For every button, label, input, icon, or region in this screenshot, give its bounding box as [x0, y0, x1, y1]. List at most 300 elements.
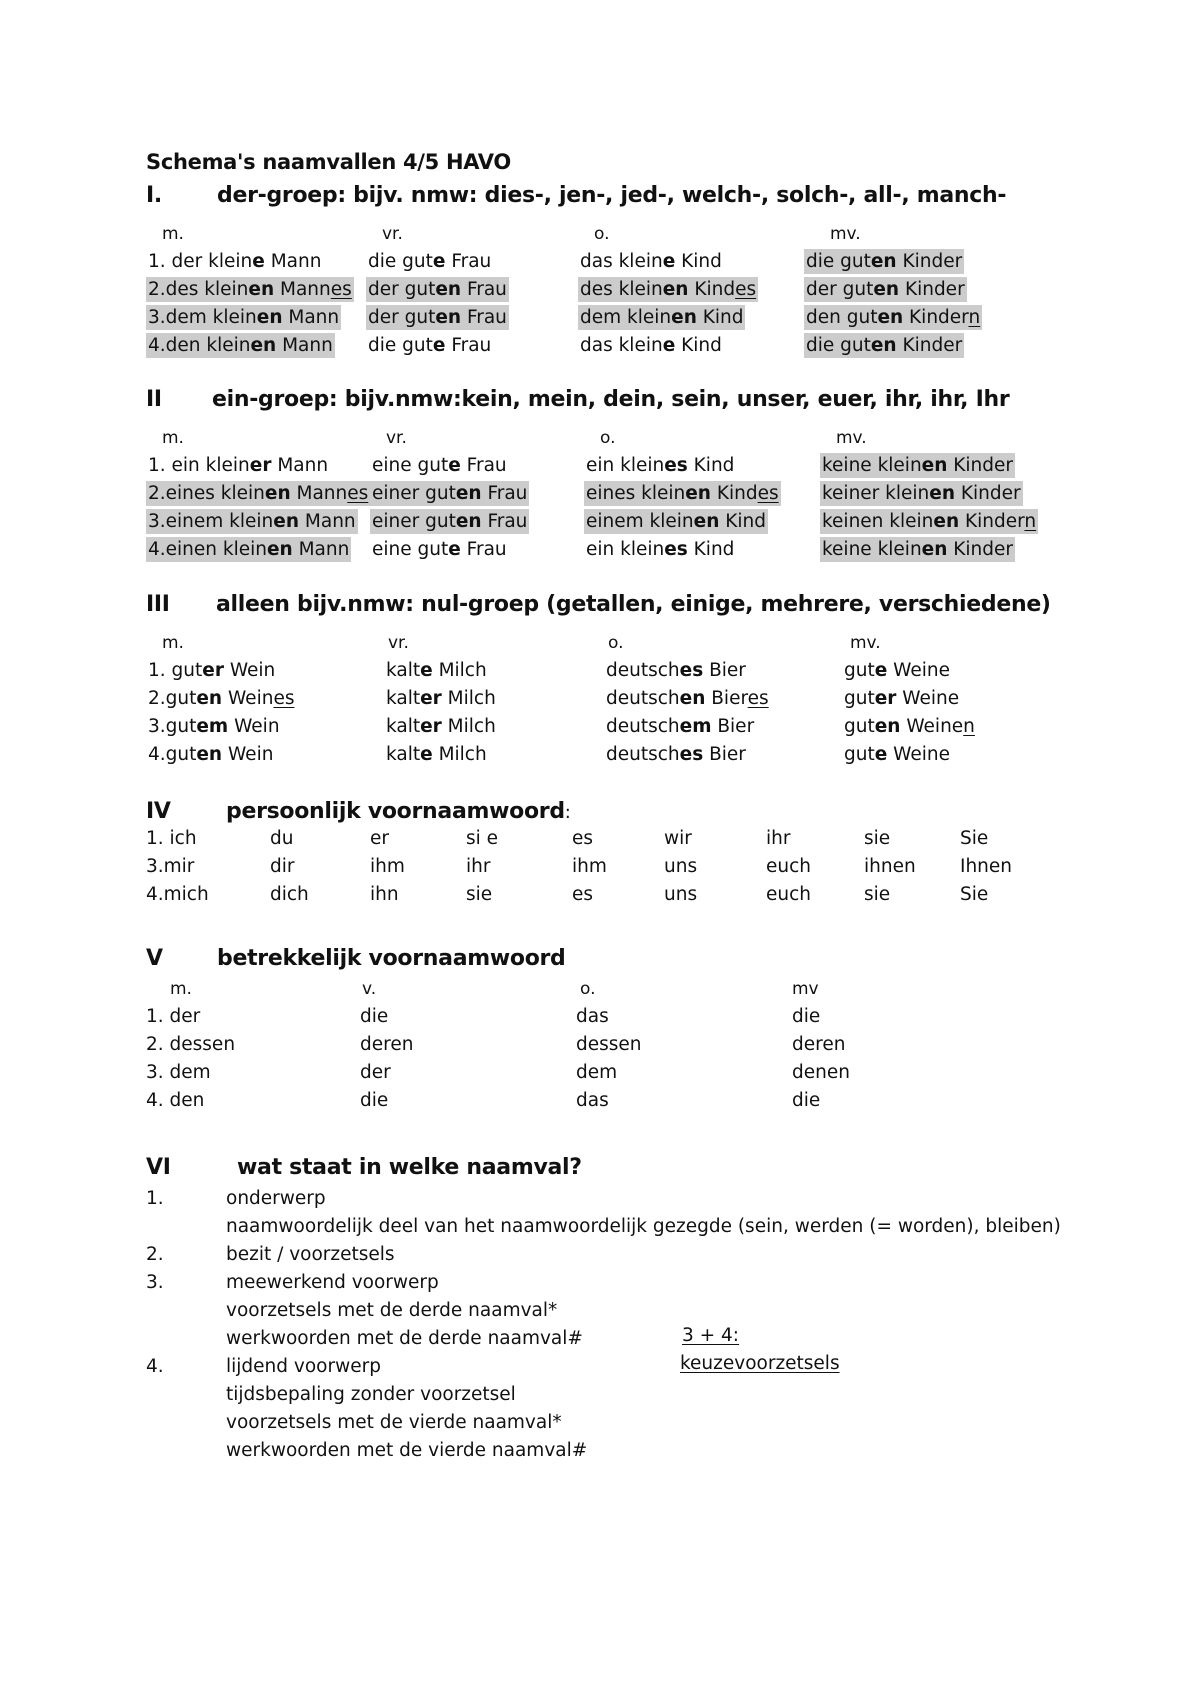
cell-text	[584, 453, 736, 478]
cell-stem: einer gut	[372, 511, 456, 532]
s4-cell: es	[572, 828, 594, 849]
s5-cell: die	[792, 1006, 821, 1027]
s2-cell	[820, 453, 1015, 479]
s6-item-text: werkwoorden met de derde naamval#	[226, 1328, 583, 1349]
cell-ending: en	[455, 483, 482, 504]
s6-item-number: 1.	[146, 1188, 164, 1209]
cell-stem: deutsch	[606, 688, 680, 709]
cell-ending: es	[664, 455, 688, 476]
s1-cell	[366, 305, 509, 331]
s5-cell: denen	[792, 1062, 850, 1083]
cell-text	[820, 537, 1015, 562]
s4-cell: dich	[270, 884, 309, 905]
s6-item-text: meewerkend voorwerp	[226, 1272, 439, 1293]
cell-ending: em	[196, 716, 229, 737]
s6-item-number: 2.	[146, 1244, 164, 1265]
cell-noun: Kinder	[903, 307, 969, 328]
cell-ending: er	[420, 716, 442, 737]
cell-text	[146, 453, 330, 478]
cell-stem: 3.einem klein	[148, 511, 274, 532]
cell-text	[370, 509, 529, 534]
cell-ending: en	[873, 279, 900, 300]
cell-case-suffix: n	[1024, 511, 1037, 532]
s4-cell: er	[370, 828, 389, 849]
s3-cell	[384, 658, 489, 684]
s4-cell: Sie	[960, 884, 989, 905]
s1-cell	[578, 333, 724, 359]
s6-item-text: naamwoordelijk deel van het naamwoordelijk gezegde (sein, werden (= worden), bleiben)	[226, 1216, 1061, 1237]
s2-cell	[584, 509, 768, 535]
s3-cell	[604, 714, 756, 740]
s1-cell	[804, 305, 982, 331]
s4-cell: Sie	[960, 828, 989, 849]
s4-cell: si e	[466, 828, 499, 849]
section-5-number: V	[146, 946, 163, 971]
cell-noun: Milch	[441, 688, 496, 709]
cell-noun: Weine	[896, 688, 960, 709]
s3-cell	[146, 686, 296, 712]
s5-cell: 4. den	[146, 1090, 205, 1111]
s1-col-header: m.	[162, 224, 184, 244]
cell-noun: Kind	[675, 251, 722, 272]
cell-ending: en	[921, 455, 948, 476]
cell-stem: 1. gut	[148, 660, 203, 681]
cell-ending: er	[420, 688, 442, 709]
cell-noun: Mann	[276, 335, 333, 356]
cell-ending: en	[929, 483, 955, 504]
s2-cell	[820, 537, 1015, 563]
s1-cell	[146, 305, 341, 331]
cell-stem: der gut	[368, 307, 436, 328]
cell-stem: gut	[844, 688, 875, 709]
cell-ending: en	[256, 307, 283, 328]
cell-ending: e	[252, 251, 265, 272]
cell-ending: e	[448, 455, 461, 476]
s2-cell	[146, 509, 358, 535]
s2-cell	[584, 537, 736, 563]
cell-ending: e	[448, 539, 461, 560]
cell-text	[578, 333, 724, 358]
cell-noun: Mann	[290, 483, 348, 504]
s5-col-header: mv	[792, 979, 819, 999]
cell-text	[804, 305, 982, 330]
s4-cell: 1. ich	[146, 828, 197, 849]
cell-text	[578, 277, 758, 302]
cell-stem: 4.einen klein	[148, 539, 267, 560]
cell-ending: en	[874, 716, 901, 737]
s6-item-text: voorzetsels met de vierde naamval*	[226, 1412, 562, 1433]
cell-stem: einem klein	[586, 511, 694, 532]
cell-noun: Wein	[222, 744, 274, 765]
cell-text	[146, 714, 282, 739]
cell-text	[370, 453, 509, 478]
cell-text	[820, 453, 1015, 478]
s3-cell	[384, 742, 489, 768]
s5-col-header: o.	[580, 979, 596, 999]
cell-text	[584, 481, 781, 506]
cell-noun: Frau	[481, 483, 528, 504]
cell-ending: er	[249, 455, 272, 476]
cell-stem: eine gut	[372, 455, 449, 476]
s6-item-text: voorzetsels met de derde naamval*	[226, 1300, 558, 1321]
cell-stem: 3.dem klein	[148, 307, 257, 328]
cell-ending: es	[679, 660, 704, 681]
cell-text	[146, 277, 354, 302]
section-5-heading: betrekkelijk voornaamwoord	[217, 946, 566, 971]
cell-text	[604, 686, 771, 711]
cell-ending: e	[432, 335, 446, 356]
cell-text	[842, 658, 952, 683]
cell-noun: Bier	[703, 660, 746, 681]
cell-stem: deutsch	[606, 660, 680, 681]
s2-cell	[146, 453, 330, 479]
cell-noun: Frau	[461, 307, 507, 328]
cell-stem: gut	[844, 716, 875, 737]
s2-cell	[370, 481, 529, 507]
s4-cell: sie	[864, 828, 891, 849]
cell-ending: en	[933, 511, 960, 532]
cell-ending: er	[202, 660, 224, 681]
cell-noun: Mann	[274, 279, 331, 300]
s6-item-number: 3.	[146, 1272, 164, 1293]
s2-col-header: vr.	[386, 428, 407, 448]
cell-noun: Kinder	[947, 539, 1013, 560]
s2-cell	[820, 481, 1023, 507]
s3-col-header: m.	[162, 633, 184, 653]
cell-noun: Frau	[460, 455, 507, 476]
cell-stem: die gut	[806, 251, 871, 272]
cell-noun: Kinder	[896, 335, 963, 356]
s5-cell: dem	[576, 1062, 618, 1083]
cell-ending: en	[250, 335, 277, 356]
cell-noun: Weine	[887, 660, 951, 681]
cell-noun: Kinder	[959, 511, 1025, 532]
cell-text	[146, 742, 275, 767]
cell-stem: keiner klein	[822, 483, 930, 504]
cell-text	[146, 686, 296, 711]
cell-noun: Frau	[461, 279, 507, 300]
cell-noun: Frau	[445, 335, 492, 356]
cell-ending: en	[455, 511, 482, 532]
s2-cell	[820, 509, 1038, 535]
s6-item-text: onderwerp	[226, 1188, 326, 1209]
cell-ending: en	[877, 307, 904, 328]
s2-cell	[370, 453, 509, 479]
cell-noun: Mann	[271, 455, 329, 476]
cell-stem: 4.den klein	[148, 335, 251, 356]
cell-case-suffix: n	[963, 716, 975, 737]
cell-stem: dem klein	[580, 307, 672, 328]
cell-ending: e	[874, 744, 888, 765]
cell-ending: es	[664, 539, 688, 560]
cell-case-suffix: es	[347, 483, 369, 504]
cell-stem: deutsch	[606, 744, 680, 765]
cell-text	[366, 333, 493, 358]
cell-ending: en	[273, 511, 300, 532]
cell-text	[384, 742, 489, 767]
cell-stem: keine klein	[822, 539, 922, 560]
section-4-number: IV	[146, 799, 171, 824]
s3-cell	[146, 658, 277, 684]
cell-text	[370, 537, 509, 562]
cell-text	[384, 686, 498, 711]
cell-ending: en	[679, 688, 706, 709]
cell-noun: Milch	[432, 660, 487, 681]
cell-case-suffix: es	[330, 279, 352, 300]
cell-stem: 2.des klein	[148, 279, 249, 300]
cell-stem: die gut	[806, 335, 871, 356]
cell-text	[578, 305, 745, 330]
s5-cell: 2. dessen	[146, 1034, 236, 1055]
section-3-number: III	[146, 592, 170, 617]
section-3-heading: alleen bijv.nmw: nul-groep (getallen, einige, mehrere, verschiedene)	[216, 592, 1051, 617]
cell-noun: Weine	[887, 744, 951, 765]
section-6-heading: wat staat in welke naamval?	[237, 1155, 582, 1180]
cell-text	[146, 305, 341, 330]
s2-cell	[584, 481, 781, 507]
cell-ending: es	[679, 744, 704, 765]
s1-cell	[804, 249, 964, 275]
s6-item-text: tijdsbepaling zonder voorzetsel	[226, 1384, 516, 1405]
cell-text	[366, 249, 493, 274]
s1-cell	[366, 277, 509, 303]
cell-ending: en	[685, 483, 711, 504]
cell-noun: Kind	[688, 279, 736, 300]
cell-stem: kalt	[386, 688, 421, 709]
cell-ending: en	[662, 279, 689, 300]
cell-noun: Weine	[900, 716, 964, 737]
s4-cell: uns	[664, 884, 698, 905]
cell-ending: en	[435, 307, 462, 328]
s2-col-header: m.	[162, 428, 184, 448]
cell-ending: en	[693, 511, 720, 532]
cell-stem: eine gut	[372, 539, 449, 560]
cell-noun: Kind	[675, 335, 722, 356]
cell-ending: e	[420, 660, 433, 681]
cell-stem: einer gut	[372, 483, 456, 504]
s1-cell	[146, 249, 323, 275]
s1-cell	[804, 333, 964, 359]
cell-text	[820, 481, 1023, 506]
cell-stem: das klein	[580, 335, 663, 356]
s3-cell	[146, 742, 275, 768]
cell-stem: den gut	[806, 307, 878, 328]
cell-stem: keine klein	[822, 455, 922, 476]
s4-cell: wir	[664, 828, 692, 849]
cell-stem: die gut	[368, 335, 433, 356]
cell-ending: en	[671, 307, 697, 328]
s4-cell: dir	[270, 856, 295, 877]
s4-cell: ihm	[572, 856, 607, 877]
cell-text	[146, 509, 358, 534]
section-2-heading: ein-groep: bijv.nmw:kein, mein, dein, sein, unser, euer, ihr, ihr, Ihr	[212, 387, 1010, 412]
cell-text	[804, 333, 964, 358]
s2-cell	[370, 509, 529, 535]
cell-noun: Kinder	[955, 483, 1021, 504]
cell-noun: Kind	[710, 483, 758, 504]
cell-noun: Mann	[292, 539, 350, 560]
s5-cell: deren	[360, 1034, 414, 1055]
s3-cell	[604, 658, 748, 684]
s6-item-text: werkwoorden met de vierde naamval#	[226, 1440, 588, 1461]
cell-stem: 2.eines klein	[148, 483, 265, 504]
cell-case-suffix: es	[273, 688, 295, 709]
s5-col-header: v.	[362, 979, 377, 999]
s2-cell	[370, 537, 509, 563]
cell-text	[146, 249, 323, 274]
s5-cell: das	[576, 1006, 609, 1027]
s4-cell: sie	[466, 884, 493, 905]
cell-ending: er	[874, 688, 897, 709]
s4-cell: es	[572, 884, 594, 905]
s5-cell: 1. der	[146, 1006, 201, 1027]
s2-cell	[146, 537, 351, 563]
cell-stem: gut	[844, 660, 875, 681]
cell-stem: 1. ein klein	[148, 455, 250, 476]
s3-col-header: o.	[608, 633, 624, 653]
cell-text	[366, 305, 509, 330]
s3-cell	[842, 686, 961, 712]
cell-noun: Kind	[687, 539, 735, 560]
s6-item-text: lijdend voorwerp	[226, 1356, 381, 1377]
section-2-number: II	[146, 387, 162, 412]
s6-item-number: 4.	[146, 1356, 164, 1377]
s3-cell	[842, 742, 952, 768]
s3-cell	[384, 714, 498, 740]
cell-stem: der gut	[368, 279, 436, 300]
cell-ending: en	[264, 483, 291, 504]
s4-cell: euch	[766, 884, 812, 905]
s4-cell: ihnen	[864, 856, 916, 877]
s4-cell: euch	[766, 856, 812, 877]
cell-text	[384, 714, 498, 739]
cell-noun: Mann	[299, 511, 356, 532]
cell-text	[146, 658, 277, 683]
cell-noun: Wein	[228, 716, 280, 737]
cell-stem: der gut	[806, 279, 874, 300]
s3-col-header: mv.	[850, 633, 881, 653]
s1-col-header: mv.	[830, 224, 861, 244]
s5-cell: die	[792, 1090, 821, 1111]
cell-case-suffix: es	[757, 483, 779, 504]
cell-ending: en	[435, 279, 462, 300]
cell-text	[804, 277, 967, 302]
cell-ending: en	[870, 335, 897, 356]
s5-cell: deren	[792, 1034, 846, 1055]
cell-text	[820, 509, 1038, 534]
cell-noun: Bier	[703, 744, 746, 765]
s5-cell: die	[360, 1090, 389, 1111]
s4-cell: uns	[664, 856, 698, 877]
cell-stem: ein klein	[586, 455, 665, 476]
cell-ending: en	[196, 688, 223, 709]
s1-cell	[804, 277, 967, 303]
cell-text	[584, 537, 736, 562]
cell-noun: Frau	[481, 511, 528, 532]
cell-noun: Milch	[441, 716, 496, 737]
cell-text	[584, 509, 768, 534]
cell-text	[842, 686, 961, 711]
cell-ending: e	[420, 744, 433, 765]
cell-ending: em	[679, 716, 712, 737]
cell-text	[146, 481, 370, 506]
s1-cell	[366, 249, 493, 275]
cell-ending: en	[267, 539, 293, 560]
cell-text	[370, 481, 529, 506]
note-3-plus-4: 3 + 4:	[682, 1325, 740, 1346]
cell-case-suffix: es	[735, 279, 757, 300]
cell-noun: Wein	[222, 688, 274, 709]
cell-stem: keinen klein	[822, 511, 934, 532]
cell-noun: Kind	[719, 511, 766, 532]
cell-stem: das klein	[580, 251, 663, 272]
cell-ending: e	[432, 251, 446, 272]
cell-ending: en	[921, 539, 948, 560]
cell-stem: gut	[844, 744, 875, 765]
cell-noun: Mann	[282, 307, 340, 328]
cell-stem: 1. der klein	[148, 251, 253, 272]
cell-text	[804, 249, 964, 274]
s5-col-header: m.	[170, 979, 192, 999]
s2-cell	[584, 453, 736, 479]
s3-cell	[384, 686, 498, 712]
s4-cell: 4.mich	[146, 884, 209, 905]
s4-cell: 3.mir	[146, 856, 195, 877]
cell-ending: en	[248, 279, 275, 300]
cell-noun: Kinder	[896, 251, 963, 272]
cell-stem: 2.gut	[148, 688, 197, 709]
cell-stem: deutsch	[606, 716, 680, 737]
s1-col-header: vr.	[382, 224, 403, 244]
s4-cell: du	[270, 828, 294, 849]
cell-text	[146, 537, 351, 562]
section-1-heading: der-groep: bijv. nmw: dies-, jen-, jed-, welch-, solch-, all-, manch-	[217, 183, 1007, 208]
cell-noun: Bier	[705, 688, 748, 709]
cell-noun: Mann	[264, 251, 322, 272]
s4-cell: sie	[864, 884, 891, 905]
cell-noun: Frau	[460, 539, 507, 560]
s1-cell	[578, 249, 724, 275]
s2-col-header: o.	[600, 428, 616, 448]
s3-col-header: vr.	[388, 633, 409, 653]
cell-text	[366, 277, 509, 302]
cell-text	[842, 742, 952, 767]
cell-stem: des klein	[580, 279, 663, 300]
cell-text	[146, 333, 335, 358]
s4-cell: ihr	[466, 856, 491, 877]
s2-cell	[146, 481, 370, 507]
s3-cell	[842, 658, 952, 684]
s3-cell	[842, 714, 977, 740]
s5-cell: der	[360, 1062, 391, 1083]
cell-ending: e	[874, 660, 888, 681]
cell-case-suffix: es	[747, 688, 769, 709]
cell-ending: en	[196, 744, 223, 765]
s4-cell: ihm	[370, 856, 405, 877]
s1-cell	[366, 333, 493, 359]
cell-stem: die gut	[368, 251, 433, 272]
section-1-number: I.	[146, 183, 162, 208]
cell-noun: Bier	[711, 716, 755, 737]
cell-text	[842, 714, 977, 739]
cell-case-suffix: n	[968, 307, 981, 328]
cell-stem: eines klein	[586, 483, 686, 504]
cell-noun: Milch	[432, 744, 487, 765]
cell-stem: kalt	[386, 716, 421, 737]
s3-cell	[604, 742, 748, 768]
s4-cell: ihr	[766, 828, 791, 849]
s3-cell	[146, 714, 282, 740]
